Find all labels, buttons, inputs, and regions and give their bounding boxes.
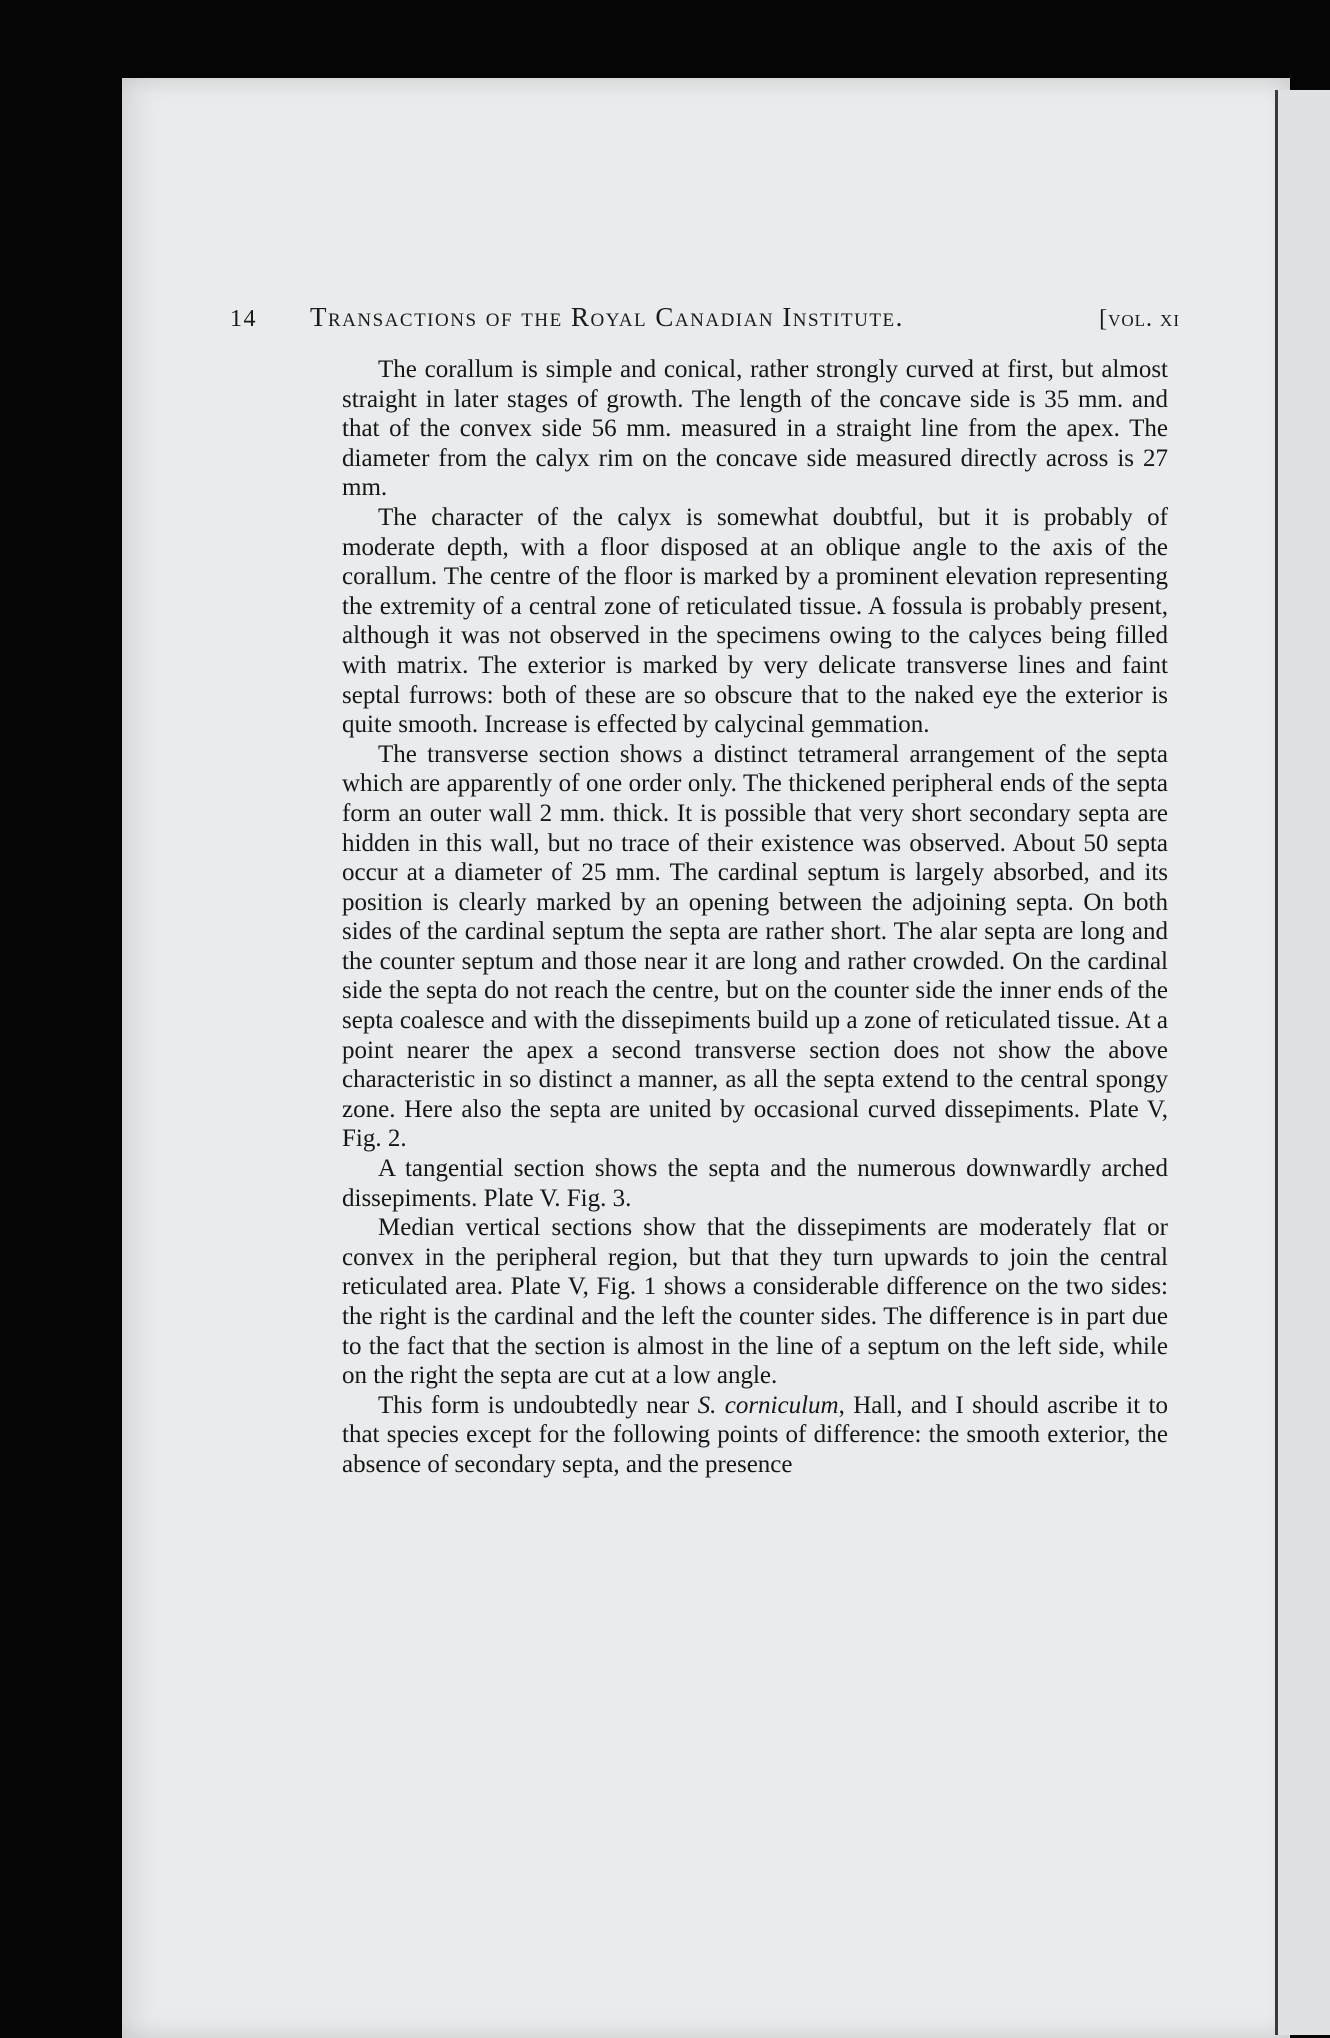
facing-page-edge	[1275, 90, 1330, 2035]
paragraph-2: The character of the calyx is somewhat doubtful, but it is probably of moderate depth, with a floor disposed at an oblique angle to the axis of the corallum. The centre of the floor is marked by a prominent elevation representing the extremity of a central zone of reticulated tissue. A fossula is probably present, although it was not observed in the specimens owing to the calyces being filled with matrix. The exterior is marked by very delicate transverse lines and faint septal furrows: both of these are so obscure that to the naked eye the exterior is quite smooth. Increase is effected by calycinal gemmation.	[342, 503, 1168, 739]
species-name: S. corniculum	[697, 1391, 839, 1419]
paragraph-6-after: , Hall, and I should ascribe it to that species except for the following points of difference: the smooth exterior, the absence of secondary septa, and the presence	[342, 1391, 1168, 1478]
volume-label: [vol. xi	[1099, 306, 1180, 332]
page-number: 14	[230, 306, 257, 332]
journal-title: Transactions of the Royal Canadian Institute.	[310, 302, 904, 332]
paragraph-3: The transverse section shows a distinct tetrameral arrangement of the septa which are apparently of one order only. The thickened peripheral ends of the septa form an outer wall 2 mm. thick. It is possible that very short secondary septa are hidden in this wall, but no trace of their existence was observed. About 50 septa occur at a diameter of 25 mm. The cardinal septum is largely absorbed, and its position is clearly marked by an opening between the adjoining septa. On both sides of the cardinal septum the septa are rather short. The alar septa are long and the counter septum and those near it are long and rather crowded. On the cardinal side the septa do not reach the centre, but on the counter side the inner ends of the septa coalesce and with the dissepiments build up a zone of reticulated tissue. At a point nearer the apex a second transverse section does not show the above characteristic in so distinct a manner, as all the septa extend to the central spongy zone. Here also the septa are united by occasional curved dissepiments. Plate V, Fig. 2.	[342, 740, 1168, 1153]
paragraph-6-before: This form is undoubtedly near	[378, 1391, 698, 1419]
paragraph-6	[342, 1391, 1168, 1480]
body-text	[342, 355, 1168, 1480]
running-head	[230, 302, 1180, 342]
paragraph-1: The corallum is simple and conical, rather strongly curved at first, but almost straight in later stages of growth. The length of the concave side is 35 mm. and that of the convex side 56 mm. measured in a straight line from the apex. The diameter from the calyx rim on the concave side measured directly across is 27 mm.	[342, 356, 1168, 502]
paragraph-5: Median vertical sections show that the dissepiments are moderately flat or convex in the peripheral region, but that they turn upwards to join the central reticulated area. Plate V, Fig. 1 shows a considerable difference on the two sides: the right is the cardinal and the left the counter sides. The difference is in part due to the fact that the section is almost in the line of a septum on the left side, while on the right the septa are cut at a low angle.	[342, 1214, 1168, 1390]
paragraph-4: A tangential section shows the septa and the numerous downwardly arched dissepiments. Plate V. Fig. 3.	[342, 1155, 1168, 1212]
